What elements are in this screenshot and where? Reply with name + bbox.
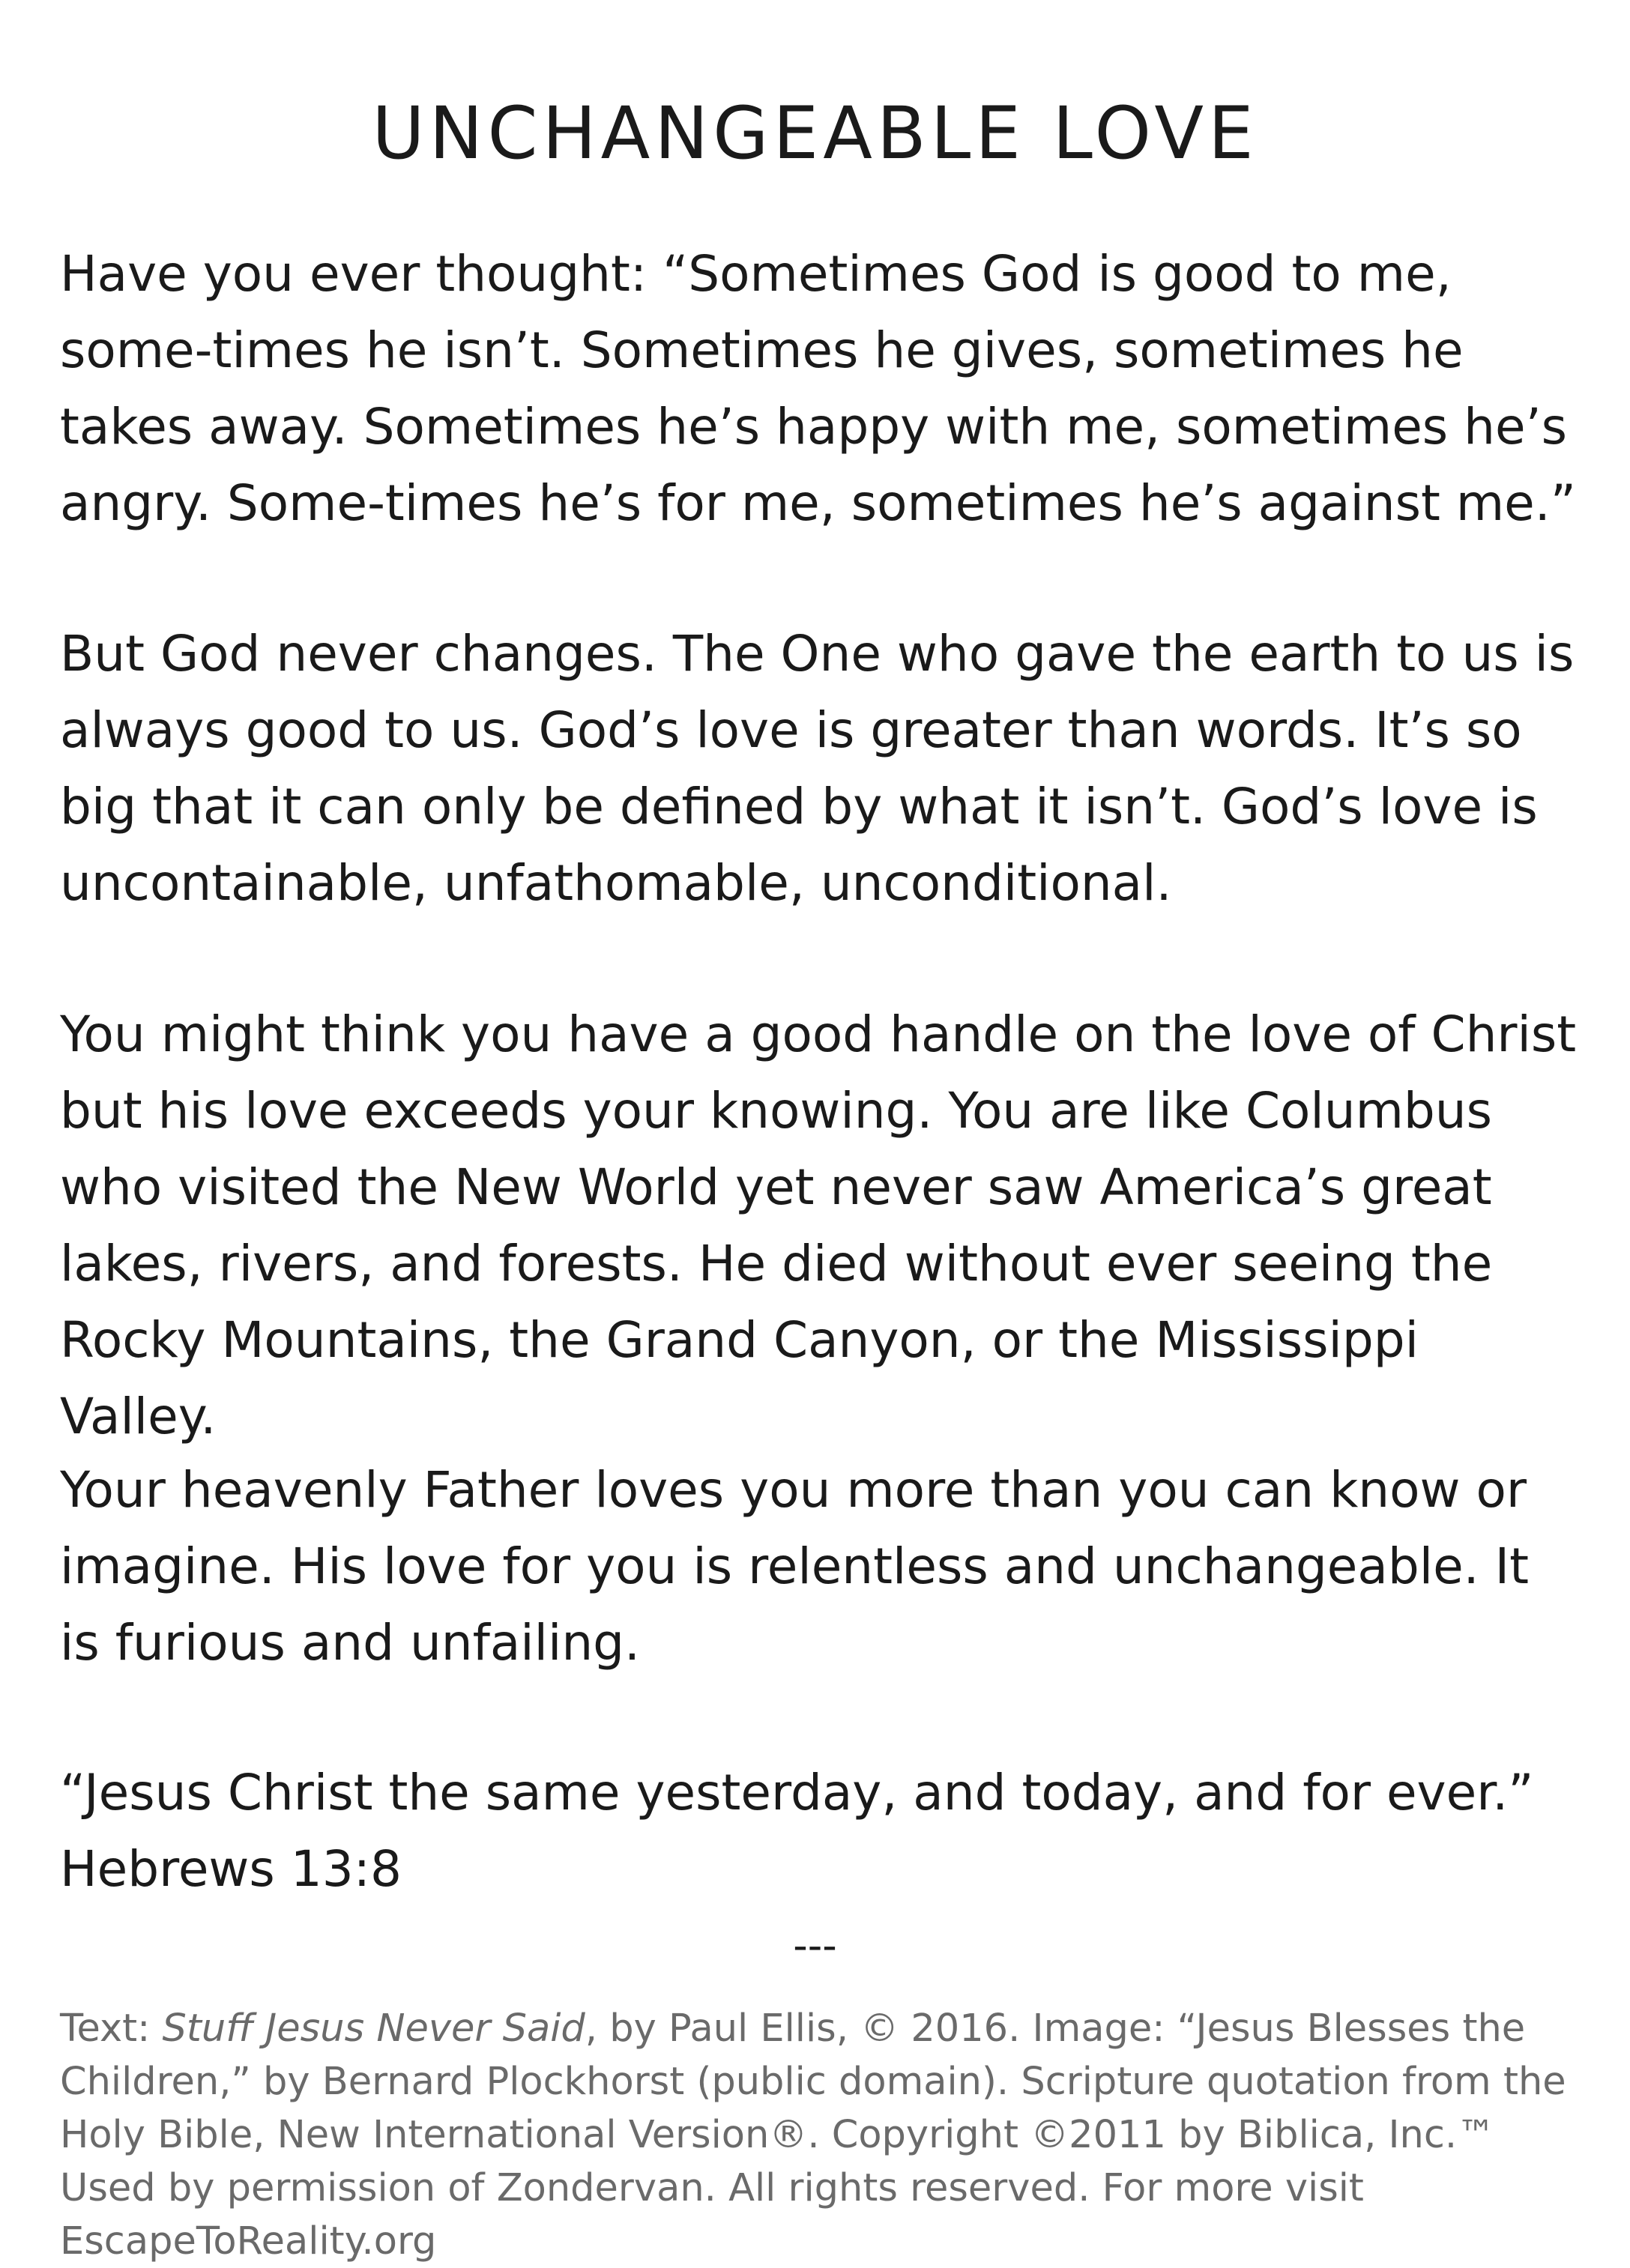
credits-book-title: Stuff Jesus Never Said xyxy=(162,2007,585,2051)
credits-text: , by Paul Ellis, © 2016. Image: “Jesus Blesses the Children,” by Bernard Plockhorst (public domain). Scripture quotation from the Holy Bible, New International Version®. Copyright ©2011 by Biblica, Inc.™ Used by permission of Zondervan. All rights reserved. For more visit EscapeToReality.org xyxy=(60,2007,1566,2264)
paragraph-4: Your heavenly Father loves you more than you can know or imagine. His love for you is relentless and unchangeable. It is furious and unfailing. xyxy=(60,1461,1529,1672)
paragraph-1: Have you ever thought: “Sometimes God is good to me, some-times he isn’t. Sometimes he gives, sometimes he takes away. Sometimes he’s happy with me, sometimes he’s angry. Some-times he’s for me, sometimes he’s against me.” xyxy=(60,245,1576,532)
quote-reference: Hebrews 13:8 xyxy=(60,1840,402,1898)
credits-prefix: Text: xyxy=(60,2007,163,2051)
scripture-quote xyxy=(60,1755,1581,1908)
separator: --- xyxy=(793,1922,837,1969)
paragraph-3: You might think you have a good handle on the love of Christ but his love exceeds your knowing. You are like Columbus who visited the New World yet never saw America’s great lakes, rivers, and forests. He died without ever seeing the Rocky Mountains, the Grand Canyon, or the Mississippi Valley. xyxy=(60,1006,1577,1445)
page-title: UNCHANGEABLE LOVE xyxy=(372,91,1258,175)
credits xyxy=(60,2002,1581,2268)
paragraph-2: But God never changes. The One who gave the earth to us is always good to us. God’s love is greater than words. It’s so big that it can only be defined by what it isn’t. God’s love is uncontainable, unfathomable, unconditional. xyxy=(60,625,1575,912)
quote-text: “Jesus Christ the same yesterday, and today, and for ever.” xyxy=(60,1764,1534,1821)
